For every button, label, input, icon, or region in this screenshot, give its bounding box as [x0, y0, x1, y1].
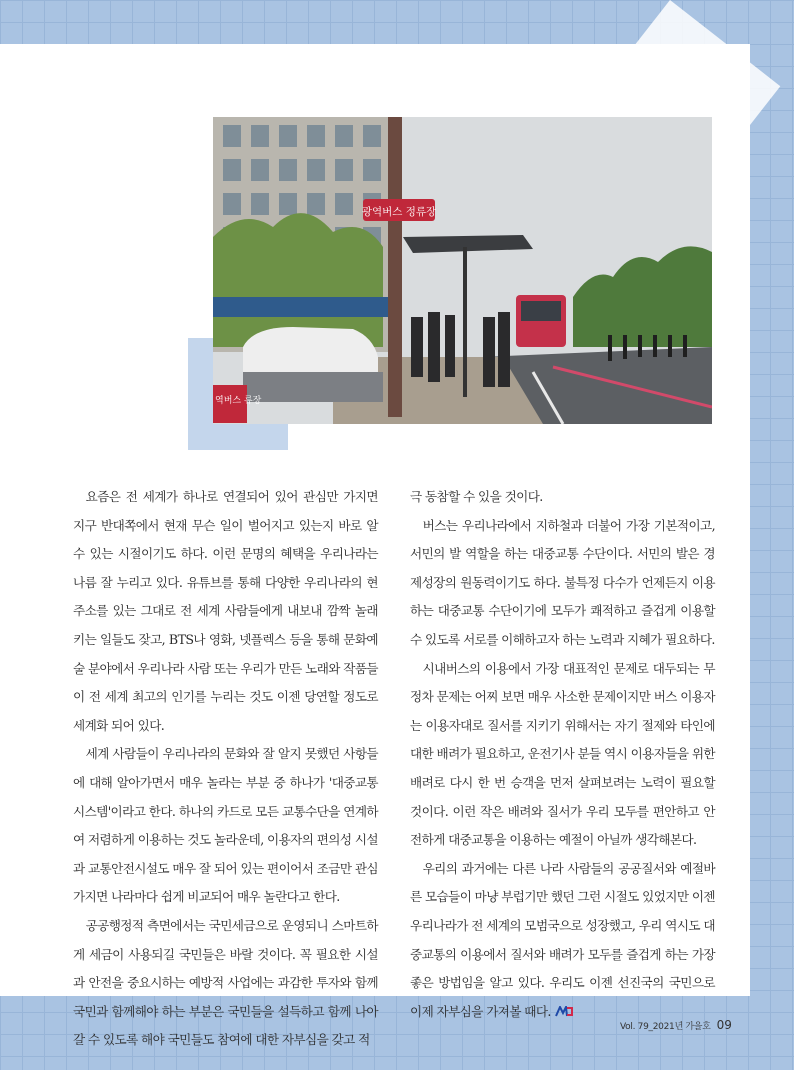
- paragraph: 시내버스의 이용에서 가장 대표적인 문제로 대두되는 무정차 문제는 어찌 보면 매우 사소한 문제이지만 버스 이용자는 이용자대로 질서를 지키기 위해서는 자기 절제와 타인에 대한 배려가 필요하고, 운전기사 분들 역시 이용자들을 위한 배려로 다시 한 번 승객을 먼저 살펴보려는 노력이 필요할 것이다. 이런 작은 배려와 질서가 우리 모두를 편안하고 안전하게 대중교통을 이용하는 예절이 아닐까 생각해본다.: [410, 660, 715, 848]
- paragraph-last: [410, 855, 715, 1027]
- paragraph: 세계 사람들이 우리나라의 문화와 잘 알지 못했던 사항들에 대해 알아가면서 매우 놀라는 부분 중 하나가 '대중교통 시스템'이라고 한다. 하나의 카드로 모든 교통수단을 연계하여 저렴하게 이용하는 것도 놀라운데, 이용자의 편의성 시설과 교통안전시설도 매우 잘 되어 있는 편이어서 조금만 관심가지면 나라마다 쉽게 비교되어 매우 놀란다고 한다.: [73, 746, 378, 905]
- bus-stop-sign: 광역버스 정류장: [361, 206, 437, 218]
- bus-stop-sign-partial: 역버스 류장: [215, 396, 262, 406]
- paragraph: 요즘은 전 세계가 하나로 연결되어 있어 관심만 가지면 지구 반대쪽에서 현재 무슨 일이 벌어지고 있는지 바로 알 수 있는 시절이기도 하다. 이런 문명의 혜택을 우리나라는 나름 잘 누리고 있다. 유튜브를 통해 다양한 우리나라의 현 주소를 있는 그대로 전 세계 사람들에게 내보내 깜짝 놀래 키는 일들도 잦고, BTS나 영화, 넷플렉스 등을 통해 문화예술 분야에서 우리나라 사람 또는 우리가 만든 노래와 작품들이 전 세계 최고의 인기를 누리는 것도 이젠 당연할 정도로 세계화 되어 있다.: [73, 489, 378, 733]
- article-left-column: [73, 483, 378, 1055]
- paragraph-continuation: 극 동참할 수 있을 것이다.: [410, 489, 543, 504]
- magazine-logo-icon: [555, 1006, 573, 1017]
- paragraph: 버스는 우리나라에서 지하철과 더불어 가장 기본적이고, 서민의 발 역할을 하는 대중교통 수단이다. 서민의 발은 경제성장의 원동력이기도 하다. 불특정 다수가 언제든지 이용하는 대중교통 수단이기에 모두가 쾌적하고 즐겁게 이용할 수 있도록 서로를 이해하고자 하는 노력과 지혜가 필요하다.: [410, 517, 715, 647]
- article-right-column: [410, 483, 715, 1026]
- paragraph: 우리의 과거에는 다른 나라 사람들의 공공질서와 예절바른 모습들이 마냥 부럽기만 했던 그런 시절도 있었지만 이젠 우리나라가 전 세계의 모범국으로 성장했고, 우리 역시도 대중교통의 이용에서 질서와 배려가 모두를 즐겁게 하는 가장 좋은 방법임을 알고 있다. 우리도 이젠 선진국의 국민으로 이제 자부심을 가져볼 때다.: [410, 860, 715, 1019]
- paragraph: 공공행정적 측면에서는 국민세금으로 운영되니 스마트하게 세금이 사용되길 국민들은 바랄 것이다. 꼭 필요한 시설과 안전을 중요시하는 예방적 사업에는 과감한 투자와 함께 국민과 함께해야 하는 부분은 국민들을 설득하고 함께 나아갈 수 있도록 해야 국민들도 참여에 대한 자부심을 갖고 적: [73, 917, 378, 1048]
- issue-label: Vol. 79_2021년 가을호: [620, 1022, 711, 1032]
- page-footer: [620, 1014, 740, 1033]
- bus-stop-photo: [213, 117, 712, 424]
- page-number: 09: [716, 1018, 732, 1032]
